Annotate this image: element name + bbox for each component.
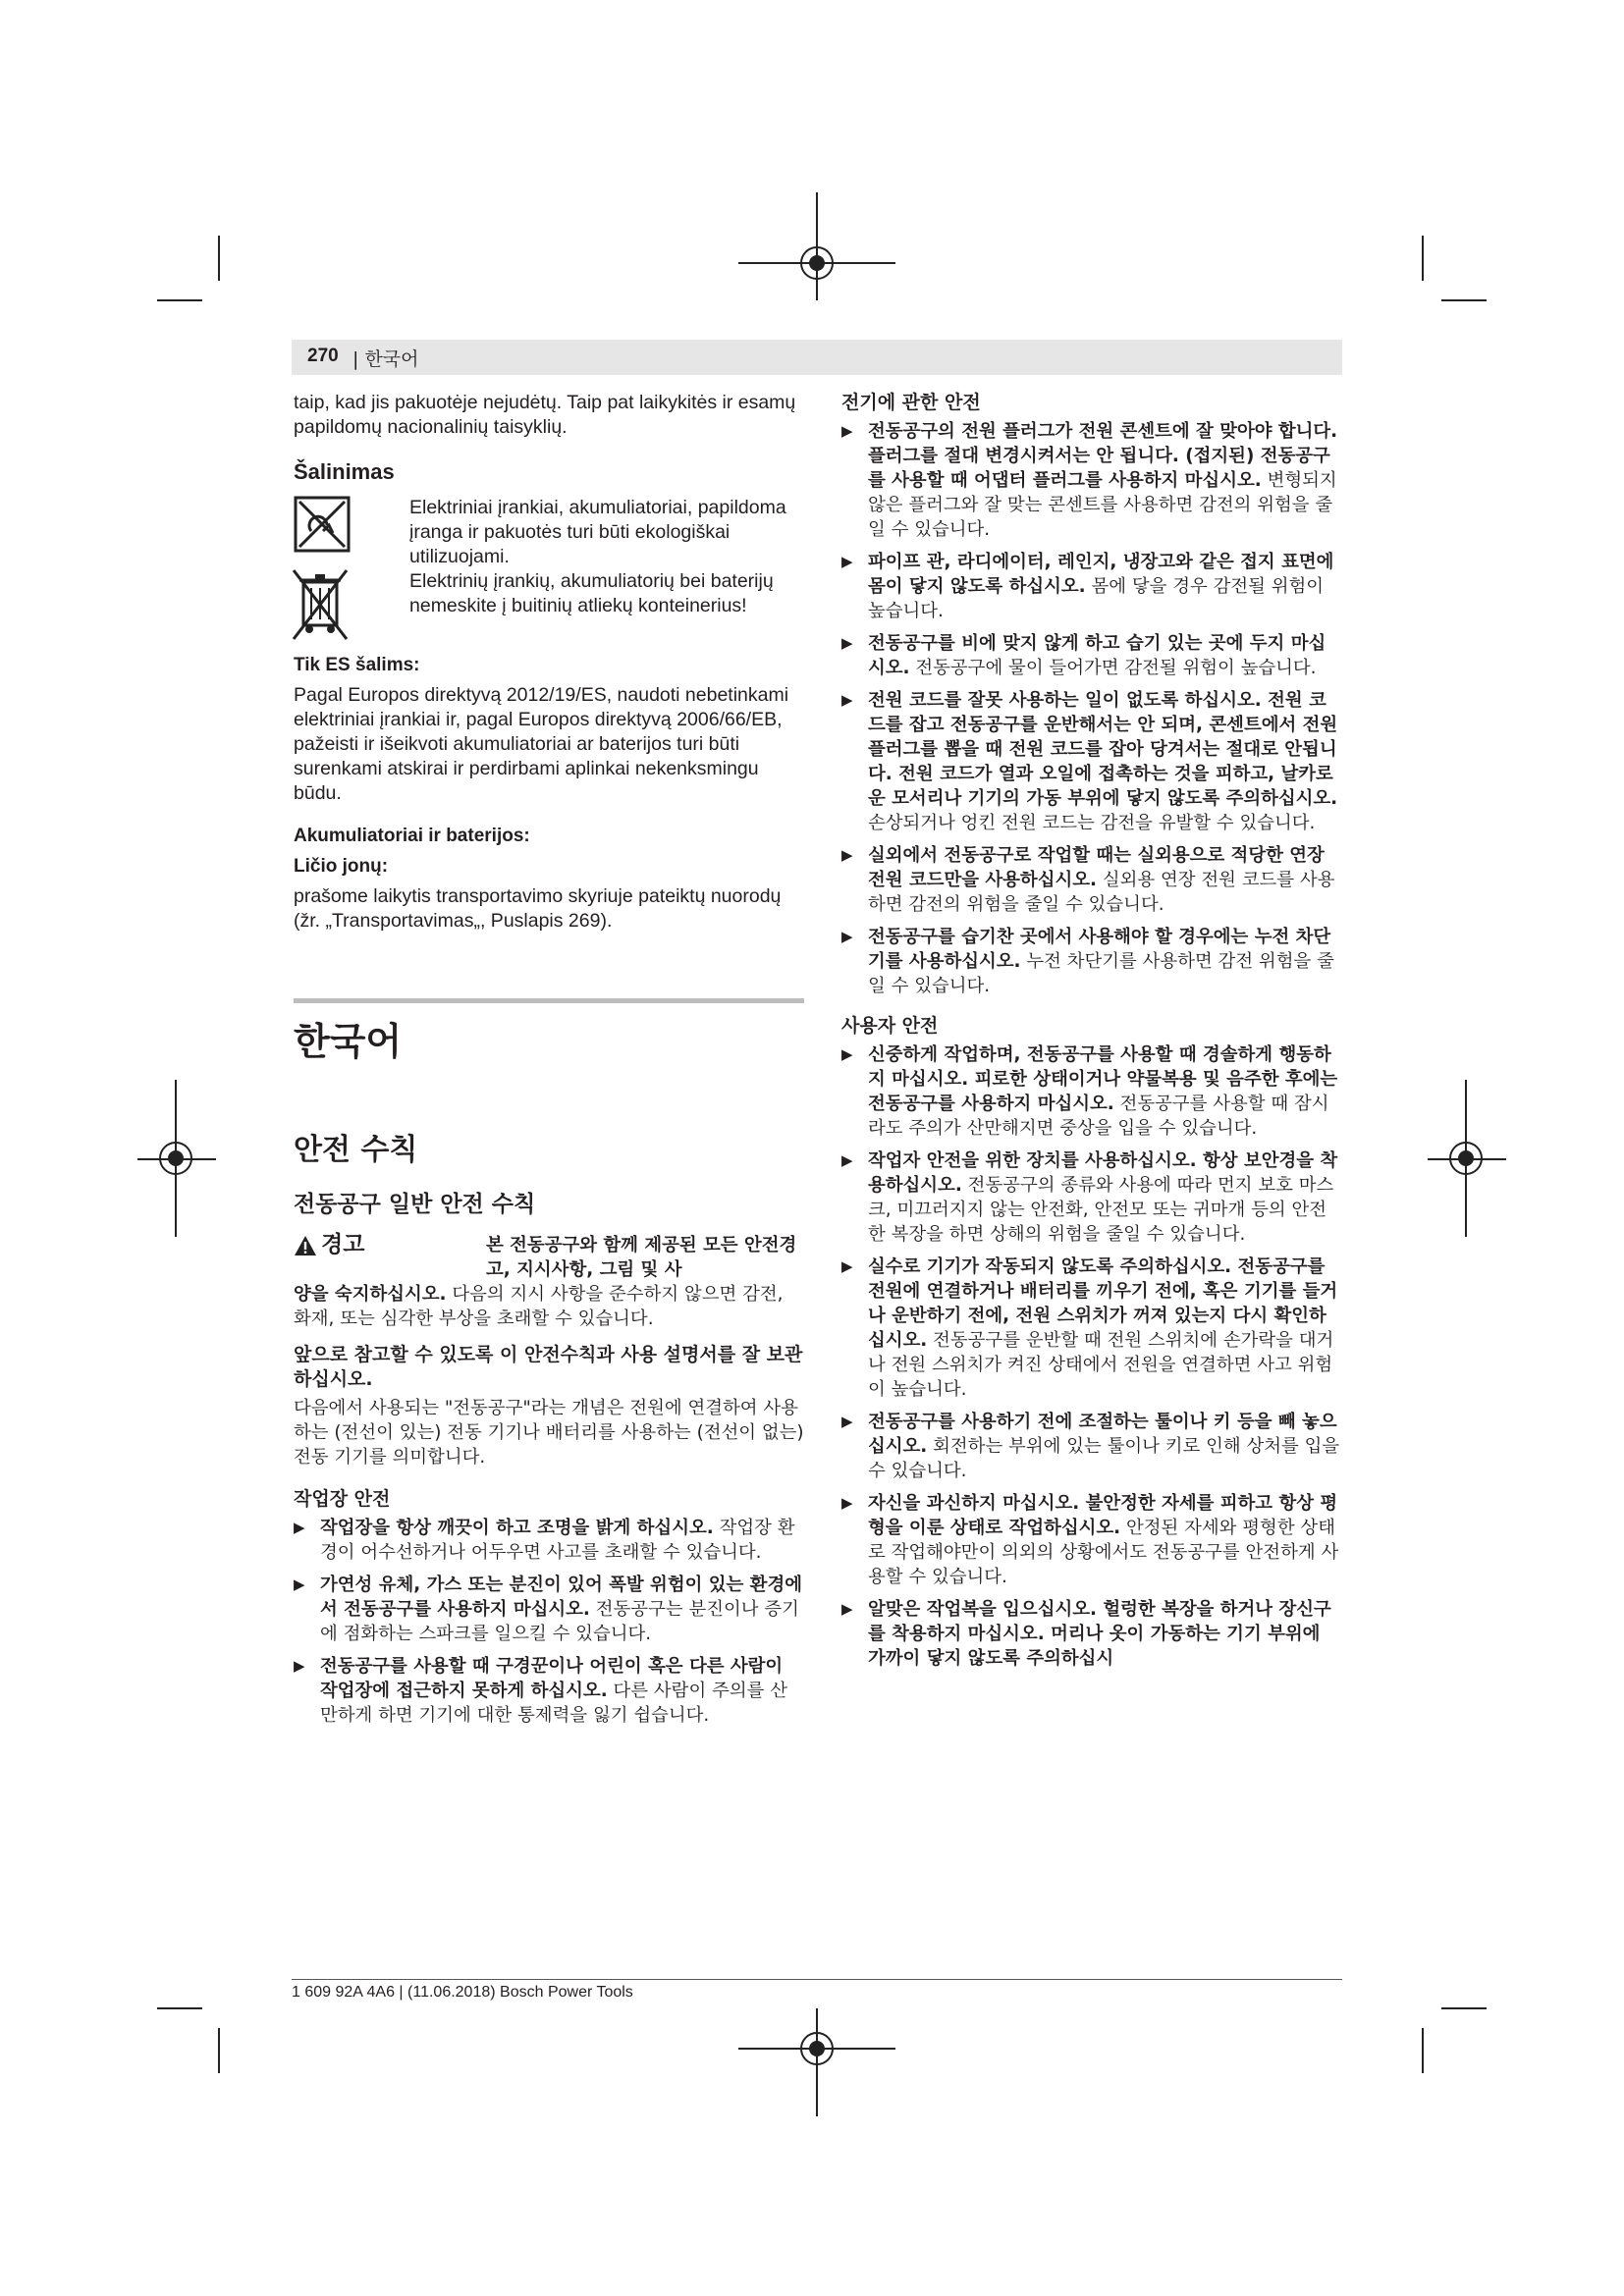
crossed-bin-icon: [292, 566, 351, 643]
header-language: | 한국어: [352, 348, 419, 370]
list-item: ▶ 알맞은 작업복을 입으십시오. 헐렁한 복장을 하거나 장신구를 착용하지 마십시오. 머리나 옷이 가동하는 기기 부위에 가까이 닿지 않도록 주의하십시: [841, 1597, 1342, 1671]
warning-paragraph: 양을 숙지하십시오. 다음의 지시 사항을 준수하지 않으면 감전, 화재, 또는 심각한 부상을 초래할 수 있습니다.: [294, 1284, 784, 1329]
workplace-list: [294, 1516, 804, 1728]
lt-lithium-heading: Ličio jonų:: [294, 856, 389, 877]
list-item: ▶ 전동공구를 습기찬 곳에서 사용해야 할 경우에는 누전 차단기를 사용하십시오. 누전 차단기를 사용하면 감전 위험을 줄일 수 있습니다.: [841, 925, 1342, 998]
left-column: [294, 391, 804, 1735]
right-column: [841, 391, 1342, 1679]
disposal-icons: [294, 496, 409, 643]
language-title: 한국어: [294, 1020, 403, 1063]
definition-text: 다음에서 사용되는 "전동공구"라는 개념은 전원에 연결하여 사용하는 (전선이 있는) 전동 기기나 배터리를 사용하는 (전선이 없는) 전동 기기를 의미합니다.: [294, 1398, 804, 1468]
electrical-list: [841, 419, 1342, 998]
list-item: ▶ 전동공구를 사용할 때 구경꾼이나 어린이 혹은 다른 사람이 작업장에 접근하지 못하게 하십시오. 다른 사람이 주의를 산만하게 하면 기기에 대한 통제력을 잃기 쉽습니다.: [294, 1654, 804, 1728]
registration-mark-icon: [1449, 1142, 1483, 1175]
page-number: 270: [307, 346, 339, 366]
list-item: ▶ 전동공구를 사용하기 전에 조절하는 툴이나 키 등을 빼 놓으십시오. 회전하는 부위에 있는 툴이나 키로 인해 상처를 입을 수 있습니다.: [841, 1410, 1342, 1483]
crop-mark: [218, 2028, 220, 2073]
electrical-heading: 전기에 관한 안전: [841, 392, 981, 413]
disposal-text: [409, 496, 804, 643]
lt-disposal-heading: Šalinimas: [294, 459, 395, 484]
list-item: ▶ 파이프 관, 라디에이터, 레인지, 냉장고와 같은 접지 표면에 몸이 닿지 않도록 하십시오. 몸에 닿을 경우 감전될 위험이 높습니다.: [841, 550, 1342, 623]
list-item: ▶ 작업자 안전을 위한 장치를 사용하십시오. 항상 보안경을 착용하십시오. 전동공구의 종류와 사용에 따라 먼지 보호 마스크, 미끄러지지 않는 안전화, 안전모 또는 귀마개 등의 안전한 복장을 하면 상해의 위험을 줄일 수 있습니다.: [841, 1148, 1342, 1247]
crop-mark: [1422, 236, 1424, 281]
user-heading: 사용자 안전: [841, 1015, 939, 1037]
warning-bold-right: 본 전동공구와 함께 제공된 모든 안전경고, 지시사항, 그림 및 사: [486, 1235, 797, 1280]
registration-mark-icon: [159, 1142, 192, 1175]
keep-instructions: 앞으로 참고할 수 있도록 이 안전수칙과 사용 설명서를 잘 보관하십시오.: [294, 1344, 803, 1390]
recycling-box-icon: [294, 496, 351, 553]
lt-eu-heading: Tik ES šalims:: [294, 655, 420, 675]
crop-mark: [157, 2007, 202, 2009]
registration-mark-icon: [800, 246, 834, 280]
registration-mark-icon: [800, 2032, 834, 2065]
lt-disposal-text-1: Elektriniai įrankiai, akumuliatoriai, papildoma įranga ir pakuotės turi būti ekologiškai utilizuojami.: [409, 497, 786, 567]
user-list: [841, 1042, 1342, 1671]
lt-disposal-text-2: Elektrinių įrankių, akumuliatorių bei baterijų nemeskite į buitinių atliekų konteinerius!: [409, 570, 774, 616]
footer-rule: [292, 1979, 1342, 1980]
crop-mark: [157, 299, 202, 301]
page-footer: 1 609 92A 4A6 | (11.06.2018) Bosch Power Tools: [292, 1984, 633, 2001]
warning-triangle-icon: [294, 1235, 317, 1256]
lt-battery-heading: Akumuliatoriai ir baterijos:: [294, 826, 530, 846]
list-item: ▶ 자신을 과신하지 마십시오. 불안정한 자세를 피하고 항상 평형을 이룬 상태로 작업하십시오. 안정된 자세와 평형한 상태로 작업해야만이 의외의 상황에서도 전동공구를 안전하게 사용할 수 있습니다.: [841, 1491, 1342, 1589]
crop-mark: [218, 236, 220, 281]
lt-lithium-text: prašome laikytis transportavimo skyriuje pateiktų nuorodų (žr. „Transportavimas„, Puslapis 269).: [294, 885, 782, 932]
list-item: ▶ 실수로 기기가 작동되지 않도록 주의하십시오. 전동공구를 전원에 연결하거나 배터리를 끼우기 전에, 혹은 기기를 들거나 운반하기 전에, 전원 스위치가 꺼져 있는지 다시 확인하십시오. 전동공구를 운반할 때 전원 스위치에 손가락을 대거나 전원 스위치가 켜진 상태에서 전원을 연결하면 사고 위험이 높습니다.: [841, 1255, 1342, 1402]
warning-block: [294, 1233, 804, 1282]
list-item: ▶ 전동공구의 전원 플러그가 전원 콘센트에 잘 맞아야 합니다. 플러그를 절대 변경시켜서는 안 됩니다. (접지된) 전동공구를 사용할 때 어댑터 플러그를 사용하지 마십시오. 변형되지 않은 플러그와 잘 맞는 콘센트를 사용하면 감전의 위험을 줄일 수 있습니다.: [841, 419, 1342, 542]
list-item: ▶ 전원 코드를 잘못 사용하는 일이 없도록 하십시오. 전원 코드를 잡고 전동공구를 운반해서는 안 되며, 콘센트에서 전원 플러그를 뽑을 때 전원 코드를 잡아 당겨서는 절대로 안됩니다. 전원 코드가 열과 오일에 접촉하는 것을 피하고, 날카로운 모서리나 기기의 가동 부위에 닿지 않도록 주의하십시오. 손상되거나 엉킨 전원 코드는 감전을 유발할 수 있습니다.: [841, 688, 1342, 835]
lt-intro: taip, kad jis pakuotėje nejudėtų. Taip pat laikykitės ir esamų papildomų nacionalinių taisyklių.: [294, 392, 796, 438]
list-item: ▶ 가연성 유체, 가스 또는 분진이 있어 폭발 위험이 있는 환경에서 전동공구를 사용하지 마십시오. 전동공구는 분진이나 증기에 점화하는 스파크를 일으킬 수 있습니다.: [294, 1573, 804, 1646]
warning-label: 경고: [294, 1233, 486, 1257]
list-item: ▶ 실외에서 전동공구로 작업할 때는 실외용으로 적당한 연장 전원 코드만을 사용하십시오. 실외용 연장 전원 코드를 사용하면 감전의 위험을 줄일 수 있습니다.: [841, 843, 1342, 917]
safety-title: 안전 수칙: [294, 1133, 418, 1167]
crop-mark: [1441, 2007, 1487, 2009]
workplace-heading: 작업장 안전: [294, 1488, 391, 1510]
crop-mark: [1422, 2028, 1424, 2073]
section-divider: [294, 998, 804, 1003]
lt-eu-text: Pagal Europos direktyvą 2012/19/ES, naudoti nebetinkami elektriniai įrankiai ir, pagal Europos direktyvą 2006/66/EB, pažeisti ir išeikvoti akumuliatoriai ar baterijos turi būti surenkami atskirai ir perdirbami aplinkai nekenksmingu būdu.: [294, 684, 789, 804]
list-item: ▶ 전동공구를 비에 맞지 않게 하고 습기 있는 곳에 두지 마십시오. 전동공구에 물이 들어가면 감전될 위험이 높습니다.: [841, 631, 1342, 680]
general-safety-title: 전동공구 일반 안전 수칙: [294, 1192, 536, 1217]
page-header: [292, 340, 1342, 375]
disposal-block: [294, 496, 804, 643]
crop-mark: [1441, 299, 1487, 301]
list-item: ▶ 작업장을 항상 깨끗이 하고 조명을 밝게 하십시오. 작업장 환경이 어수선하거나 어두우면 사고를 초래할 수 있습니다.: [294, 1516, 804, 1565]
list-item: ▶ 신중하게 작업하며, 전동공구를 사용할 때 경솔하게 행동하지 마십시오. 피로한 상태이거나 약물복용 및 음주한 후에는 전동공구를 사용하지 마십시오. 전동공구를 사용할 때 잠시라도 주의가 산만해지면 중상을 입을 수 있습니다.: [841, 1042, 1342, 1141]
